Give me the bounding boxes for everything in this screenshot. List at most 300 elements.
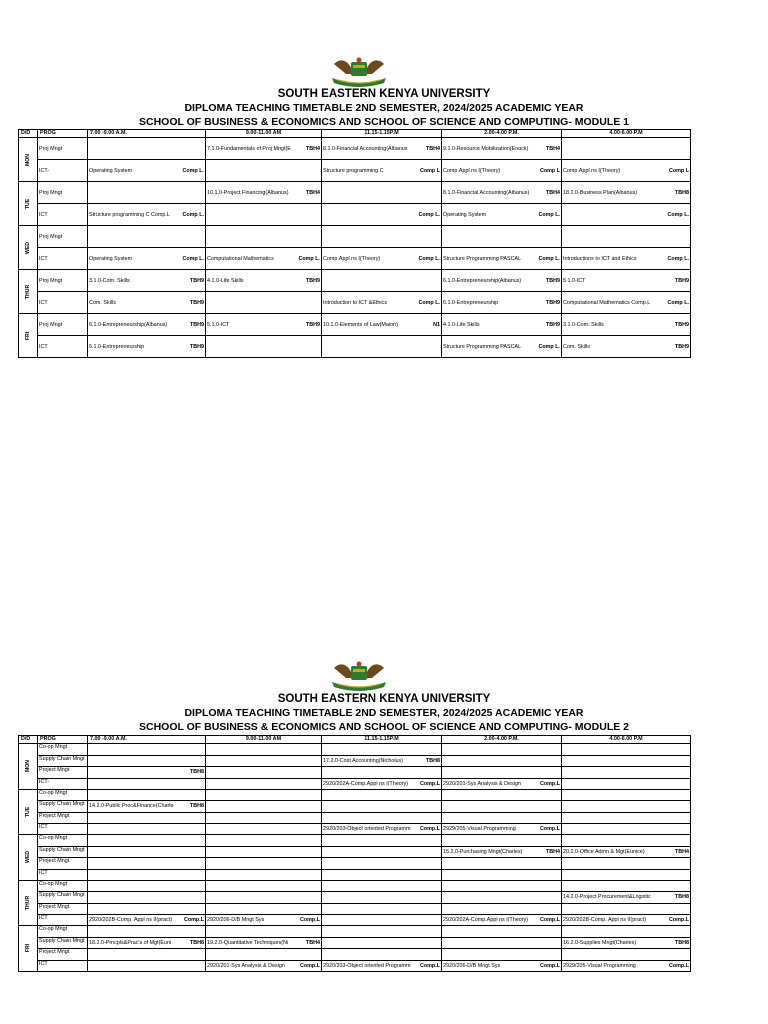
venue: TBH9 <box>674 321 689 328</box>
session-cell <box>322 226 442 248</box>
programme-cell <box>38 880 88 892</box>
session-cell <box>562 248 691 270</box>
column-header: D/D <box>19 736 38 744</box>
course-name: 10.1.0-Elements of Law(Maion) <box>323 321 398 328</box>
session-cell <box>88 949 206 961</box>
course-name: Computational Mathematics Comp.L <box>563 299 651 306</box>
course-name: 2920/202A-Comp.Appl ns I(Theory) <box>323 780 409 787</box>
session-cell <box>88 926 206 938</box>
course-name: 20.2.0-Office Admn & Mgt(Eunice) <box>563 848 645 855</box>
column-header: PROG <box>38 736 88 744</box>
session-cell <box>206 880 322 892</box>
session-cell <box>562 960 691 971</box>
session-cell <box>322 869 442 880</box>
university-name: SOUTH EASTERN KENYA UNIVERSITY <box>277 693 491 705</box>
course-name: 2920/203-Object oriented Programm <box>323 826 411 832</box>
course-name: 8.1.0-Financial Accounting(Albanus <box>323 145 408 152</box>
venue: Comp.L <box>183 917 204 923</box>
session-cell <box>442 801 562 813</box>
programme-cell <box>38 778 88 789</box>
session-cell <box>322 915 442 926</box>
session-cell <box>322 824 442 835</box>
session-cell <box>322 778 442 789</box>
course-name: 6.1.0-Entrepreneurship(Albanus) <box>89 321 168 328</box>
column-header: 4.00-6.00 P.M <box>562 130 691 138</box>
session-cell <box>88 767 206 779</box>
venue: Comp.L <box>668 917 689 923</box>
session-cell <box>322 270 442 292</box>
programme-cell <box>38 204 88 226</box>
session-cell <box>442 869 562 880</box>
session-cell <box>322 903 442 915</box>
day-label <box>19 270 38 314</box>
programme-name: ICT- <box>39 778 50 785</box>
venue: TBH8 <box>189 803 204 810</box>
session-cell <box>206 812 322 824</box>
venue: Comp L <box>419 167 440 174</box>
column-header: D/D <box>19 130 38 138</box>
venue: TBH9 <box>189 321 204 328</box>
session-cell <box>562 292 691 314</box>
timetable-row <box>19 767 691 779</box>
timetable-row <box>19 744 691 756</box>
session-cell <box>562 336 691 358</box>
session-cell <box>562 915 691 926</box>
session-cell <box>206 937 322 949</box>
course-name: 2920/203-Object oriented Programm <box>323 962 411 969</box>
session-cell <box>442 949 562 961</box>
session-cell <box>206 949 322 961</box>
venue: TBH4 <box>545 189 560 196</box>
timetable-row <box>19 892 691 904</box>
session-cell <box>88 248 206 270</box>
venue: TBH8 <box>189 769 204 776</box>
day-text: MON <box>24 760 31 773</box>
session-cell <box>442 903 562 915</box>
day-text: THUR <box>24 895 31 910</box>
session-cell <box>322 744 442 756</box>
session-cell <box>562 926 691 938</box>
session-cell <box>206 314 322 336</box>
venue: TBH8 <box>189 939 204 946</box>
venue: Comp L. <box>667 211 689 218</box>
session-cell <box>442 270 562 292</box>
session-cell <box>88 846 206 858</box>
venue: Comp L <box>539 167 560 174</box>
course-name: 2920/202B-Comp. Appl ns II(pract) <box>563 917 646 923</box>
session-cell <box>562 314 691 336</box>
timetable-row <box>19 226 691 248</box>
programme-cell <box>38 767 88 779</box>
programme-cell <box>38 292 88 314</box>
session-cell <box>88 755 206 767</box>
session-cell <box>562 138 691 160</box>
course-name: 10.1.0-Project Financing(Albanus) <box>207 189 289 196</box>
venue: Comp L. <box>667 299 689 306</box>
venue: Comp.L <box>539 780 560 787</box>
venue: TBH9 <box>305 321 320 328</box>
venue: TBH9 <box>189 343 204 350</box>
session-cell <box>442 138 562 160</box>
programme-name: Supply Chain Mngt <box>39 892 85 898</box>
session-cell <box>322 960 442 971</box>
venue: Comp.L <box>419 826 440 832</box>
column-header: PROG <box>38 130 88 138</box>
timetable-row <box>19 801 691 813</box>
venue: Comp L. <box>182 167 204 174</box>
session-cell <box>562 903 691 915</box>
column-header: 7.00 -9.00 A.M. <box>88 736 206 744</box>
venue: TBH9 <box>545 299 560 306</box>
programme-cell <box>38 248 88 270</box>
day-text: TUE <box>25 806 31 817</box>
university-crest-icon <box>324 660 394 692</box>
course-name: 7.1.0-Fundamentals of Proj Mngt(E <box>207 145 291 152</box>
venue: TBH9 <box>674 277 689 284</box>
programme-cell <box>38 182 88 204</box>
session-cell <box>322 767 442 779</box>
venue: Comp.L <box>539 917 560 923</box>
programme-name: Project Mngt <box>39 812 70 819</box>
timetable-row <box>19 903 691 915</box>
course-name: 8.1.0-Financial Accounting(Albanus) <box>443 189 530 196</box>
day-label <box>19 314 38 358</box>
programme-cell <box>38 926 88 938</box>
programme-name: Supply Chain Mngt <box>39 755 85 762</box>
course-name: 18.2.0-Business Plan(Albanus) <box>563 189 638 196</box>
programme-name: Proj Mngt <box>39 189 63 196</box>
session-cell <box>442 336 562 358</box>
programme-name: Proj Mngt <box>39 145 63 152</box>
programme-name: Proj Mngt <box>39 277 63 284</box>
course-name: 2920/201-Sys Analysis & Design <box>443 780 521 787</box>
programme-cell <box>38 744 88 756</box>
session-cell <box>88 160 206 182</box>
session-cell <box>206 846 322 858</box>
session-cell <box>562 744 691 756</box>
session-cell <box>206 915 322 926</box>
session-cell <box>88 960 206 971</box>
session-cell <box>88 314 206 336</box>
column-header: 2.00-4.00 P.M. <box>442 130 562 138</box>
timetable-row <box>19 835 691 847</box>
programme-name: Supply Chain Mngt <box>39 937 85 944</box>
programme-name: Supply Chain Mngt <box>39 846 85 853</box>
session-cell <box>88 915 206 926</box>
course-name: Operating System <box>89 167 133 174</box>
course-name: 3.1.0-Com. Skills <box>89 277 130 284</box>
session-cell <box>442 226 562 248</box>
venue: TBH9 <box>305 277 320 284</box>
session-cell <box>88 336 206 358</box>
course-name: Comp.Appl ns I(Theory) <box>323 255 381 262</box>
timetable-row <box>19 915 691 926</box>
session-cell <box>562 835 691 847</box>
session-cell <box>206 270 322 292</box>
session-cell <box>322 314 442 336</box>
session-cell <box>322 926 442 938</box>
venue: TBH4 <box>305 189 320 196</box>
session-cell <box>88 880 206 892</box>
session-cell <box>206 248 322 270</box>
session-cell <box>322 292 442 314</box>
programme-cell <box>38 903 88 915</box>
course-name: Structure Programming PASCAL <box>443 343 522 350</box>
venue: Comp L. <box>418 299 440 306</box>
session-cell <box>442 892 562 904</box>
programme-name: Co-op Mngt <box>39 789 68 796</box>
session-cell <box>322 138 442 160</box>
timetable-title: DIPLOMA TEACHING TIMETABLE 2ND SEMESTER, 2024/2025 ACADEMIC YEAR <box>184 707 584 719</box>
programme-name: ICT <box>39 211 48 218</box>
session-cell <box>442 960 562 971</box>
day-text: TUE <box>25 198 31 209</box>
day-label <box>19 182 38 226</box>
programme-cell <box>38 138 88 160</box>
course-name: Structure Programming PASCAL <box>443 255 522 262</box>
course-name: Comp.Appl ns I(Theory) <box>563 167 621 174</box>
venue: TBH4 <box>545 145 560 152</box>
session-cell <box>206 292 322 314</box>
university-crest-icon <box>324 56 394 88</box>
programme-cell <box>38 160 88 182</box>
session-cell <box>562 767 691 779</box>
session-cell <box>442 182 562 204</box>
session-cell <box>206 892 322 904</box>
venue: TBH9 <box>545 321 560 328</box>
programme-cell <box>38 858 88 870</box>
course-name: 5.1.0-ICT <box>563 277 586 284</box>
session-cell <box>322 812 442 824</box>
course-name: 6.1.0-Entrepreneurship <box>89 343 145 350</box>
timetable-row <box>19 824 691 835</box>
course-name: Introduction to ICT &Ethics <box>323 299 388 306</box>
timetable-row <box>19 778 691 789</box>
course-name: 2920/202B-Comp. Appl ns II(pract) <box>89 917 172 923</box>
session-cell <box>562 160 691 182</box>
venue: Comp L. <box>418 211 440 218</box>
course-name: Introductions to ICT and Ethics <box>563 255 637 262</box>
session-cell <box>322 248 442 270</box>
programme-name: Co-op Mngt <box>39 744 68 750</box>
session-cell <box>206 801 322 813</box>
day-label <box>19 226 38 270</box>
session-cell <box>206 204 322 226</box>
course-name: 14.2.0-Project Procurement&Logistic <box>563 894 651 901</box>
course-name: 2929/205-Visual Programming <box>443 826 516 832</box>
programme-name: Project Mngt <box>39 858 70 864</box>
venue: TBH4 <box>305 939 320 946</box>
programme-name: ICT <box>39 915 48 921</box>
course-name: 17.2.0-Cost Accounting(Nicholus) <box>323 757 404 764</box>
venue: Comp L <box>668 167 689 174</box>
session-cell <box>322 204 442 226</box>
programme-cell <box>38 789 88 801</box>
programme-cell <box>38 755 88 767</box>
session-cell <box>442 937 562 949</box>
course-name: 2920/206-D/B Mngt Sys <box>207 917 265 923</box>
venue: TBH8 <box>425 757 440 764</box>
column-header: 11.15-1.15P.M <box>322 130 442 138</box>
header-row <box>19 130 691 138</box>
course-name: 5.1.0-ICT <box>207 321 230 328</box>
session-cell <box>88 292 206 314</box>
timetable-row <box>19 846 691 858</box>
course-name: 2929/205-Visual Programming <box>563 962 636 969</box>
timetable-row <box>19 248 691 270</box>
venue: TBH4 <box>305 145 320 152</box>
venue: Comp L. <box>538 343 560 350</box>
session-cell <box>562 937 691 949</box>
programme-name: ICT <box>39 824 48 830</box>
session-cell <box>322 801 442 813</box>
session-cell <box>562 270 691 292</box>
session-cell <box>562 858 691 870</box>
course-name: 4.1.0-Life Skills <box>443 321 480 328</box>
course-name: 15.2.0-Purchasing Mngt(Charles) <box>443 848 523 855</box>
venue: N1 <box>433 321 440 328</box>
programme-cell <box>38 824 88 835</box>
session-cell <box>442 755 562 767</box>
session-cell <box>88 744 206 756</box>
session-cell <box>442 767 562 779</box>
programme-name: ICT <box>39 343 48 350</box>
course-name: 2920/202A-Comp.Appl ns I(Theory) <box>443 917 529 923</box>
session-cell <box>442 160 562 182</box>
session-cell <box>442 789 562 801</box>
venue: Comp L. <box>182 255 204 262</box>
session-cell <box>322 949 442 961</box>
programme-cell <box>38 812 88 824</box>
session-cell <box>562 824 691 835</box>
session-cell <box>88 869 206 880</box>
session-cell <box>88 138 206 160</box>
day-label <box>19 789 38 835</box>
timetable-row <box>19 314 691 336</box>
session-cell <box>206 182 322 204</box>
session-cell <box>442 915 562 926</box>
session-cell <box>206 778 322 789</box>
session-cell <box>562 812 691 824</box>
day-text: WED <box>24 241 31 254</box>
day-label <box>19 744 38 790</box>
session-cell <box>322 182 442 204</box>
timetable-row <box>19 960 691 971</box>
venue: TBH8 <box>674 189 689 196</box>
session-cell <box>322 336 442 358</box>
course-name: Com. Skills <box>89 299 116 306</box>
session-cell <box>88 892 206 904</box>
session-cell <box>322 789 442 801</box>
venue: Comp.L <box>539 826 560 832</box>
timetable-row <box>19 858 691 870</box>
timetable-row <box>19 755 691 767</box>
venue: TBH4 <box>674 848 689 855</box>
session-cell <box>322 937 442 949</box>
course-name: 6.1.0-Entrepreneurship <box>443 299 499 306</box>
session-cell <box>206 160 322 182</box>
timetable-module-2 <box>18 735 691 972</box>
session-cell <box>322 846 442 858</box>
course-name: Comp.Appl ns I(Theory) <box>443 167 501 174</box>
timetable-row <box>19 160 691 182</box>
timetable-row <box>19 869 691 880</box>
programme-cell <box>38 835 88 847</box>
header-row <box>19 736 691 744</box>
session-cell <box>562 869 691 880</box>
session-cell <box>442 292 562 314</box>
session-cell <box>206 336 322 358</box>
session-cell <box>442 835 562 847</box>
programme-name: Co-op Mngt <box>39 880 68 887</box>
session-cell <box>562 789 691 801</box>
venue: TBH4 <box>425 145 440 152</box>
session-cell <box>206 226 322 248</box>
session-cell <box>562 880 691 892</box>
session-cell <box>88 182 206 204</box>
timetable-row <box>19 880 691 892</box>
course-name: 14.2.0-Public Proc&Finance(Charle <box>89 803 174 810</box>
day-label <box>19 835 38 881</box>
programme-cell <box>38 314 88 336</box>
timetable-row <box>19 949 691 961</box>
session-cell <box>442 778 562 789</box>
session-cell <box>322 892 442 904</box>
timetable-title: DIPLOMA TEACHING TIMETABLE 2ND SEMESTER, 2024/2025 ACADEMIC YEAR <box>184 102 584 114</box>
session-cell <box>322 755 442 767</box>
session-cell <box>88 937 206 949</box>
session-cell <box>562 778 691 789</box>
programme-name: ICT <box>39 255 48 262</box>
session-cell <box>562 949 691 961</box>
university-name: SOUTH EASTERN KENYA UNIVERSITY <box>277 88 491 100</box>
session-cell <box>562 846 691 858</box>
course-name: 3.1.0-Com. Skills <box>563 321 604 328</box>
day-label <box>19 138 38 182</box>
programme-name: Project Mngt <box>39 903 70 910</box>
school-title: SCHOOL OF BUSINESS & ECONOMICS AND SCHOOL OF SCIENCE AND COMPUTING- MODULE 1 <box>138 116 630 128</box>
programme-cell <box>38 336 88 358</box>
session-cell <box>206 926 322 938</box>
session-cell <box>206 858 322 870</box>
session-cell <box>562 892 691 904</box>
session-cell <box>442 248 562 270</box>
session-cell <box>442 824 562 835</box>
session-cell <box>322 858 442 870</box>
session-cell <box>88 903 206 915</box>
session-cell <box>442 812 562 824</box>
day-text: WED <box>24 851 31 864</box>
session-cell <box>88 204 206 226</box>
programme-name: Project Mngt <box>39 949 70 955</box>
programme-cell <box>38 892 88 904</box>
programme-cell <box>38 960 88 971</box>
venue: Comp.L <box>419 780 440 787</box>
session-cell <box>206 835 322 847</box>
session-cell <box>442 858 562 870</box>
session-cell <box>88 801 206 813</box>
venue: Comp L. <box>418 255 440 262</box>
session-cell <box>322 880 442 892</box>
course-name: Com. Skills <box>563 343 590 350</box>
course-name: Structure programming C <box>323 167 384 174</box>
session-cell <box>88 270 206 292</box>
session-cell <box>88 789 206 801</box>
column-header: 2.00-4.00 P.M. <box>442 736 562 744</box>
session-cell <box>206 869 322 880</box>
session-cell <box>88 858 206 870</box>
day-text: MON <box>24 153 31 166</box>
